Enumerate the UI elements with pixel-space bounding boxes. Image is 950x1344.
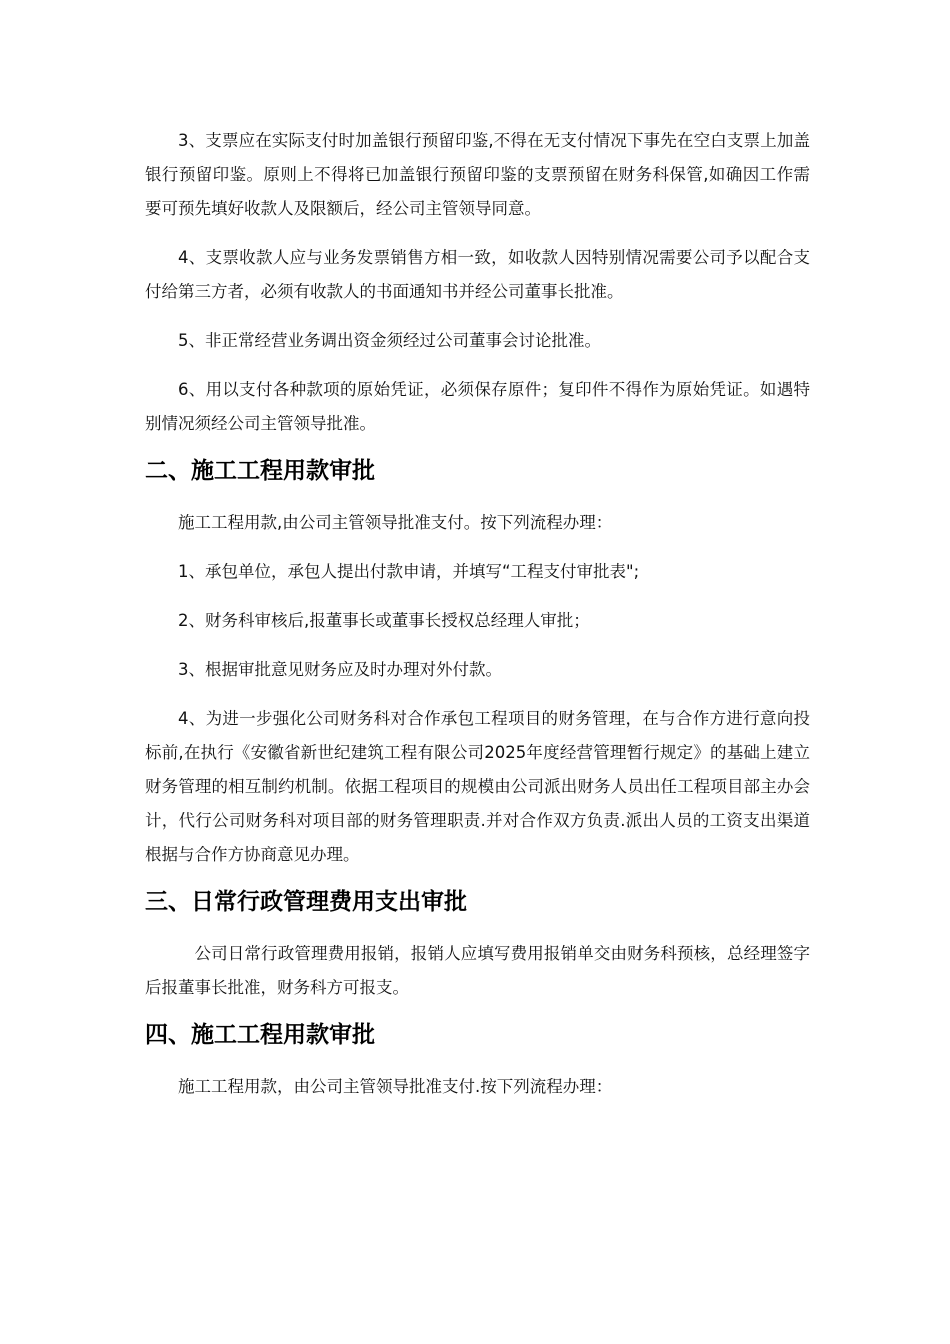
section-2-item-1: 1、承包单位，承包人提出付款申请，并填写“工程支付审批表"; (178, 562, 640, 581)
paragraph-abnormal-funds: 5、非正常经营业务调出资金须经过公司董事会讨论批准。 (178, 331, 601, 350)
section-2-item-2: 2、财务科审核后,报董事长或董事长授权总经理人审批； (178, 611, 590, 630)
paragraph-check-seal: 3、支票应在实际支付时加盖银行预留印鉴,不得在无支付情况下事先在空白支票上加盖银行预留印鉴。原则上不得将已加盖银行预留印鉴的支票预留在财务科保管,如确因工作需要可预先填好收款人及限额后，经公司主管领导同意。 (145, 131, 810, 218)
section-3-heading: 三、日常行政管理费用支出审批 (145, 889, 467, 915)
section-2-item-3: 3、根据审批意见财务应及时办理对外付款。 (178, 660, 502, 679)
section-2-item-4: 4、为进一步强化公司财务科对合作承包工程项目的财务管理，在与合作方进行意向投标前,在执行《安徽省新世纪建筑工程有限公司2025年度经营管理暂行规定》的基础上建立财务管理的相互制约机制。依据工程项目的规模由公司派出财务人员出任工程项目部主办会计，代行公司财务科对项目部的财务管理职责.并对合作双方负责.派出人员的工资支出渠道根据与合作方协商意见办理。 (145, 709, 810, 864)
document-page (145, 124, 810, 1104)
section-2-intro: 施工工程用款,由公司主管领导批准支付。按下列流程办理： (178, 513, 613, 532)
section-3-paragraph: 公司日常行政管理费用报销，报销人应填写费用报销单交由财务科预核，总经理签字后报董事长批准，财务科方可报支。 (145, 944, 810, 997)
section-4-heading: 四、施工工程用款审批 (145, 1022, 375, 1048)
section-4-intro: 施工工程用款，由公司主管领导批准支付.按下列流程办理： (178, 1077, 613, 1096)
paragraph-original-voucher: 6、用以支付各种款项的原始凭证，必须保存原件；复印件不得作为原始凭证。如遇特别情况须经公司主管领导批准。 (145, 380, 810, 433)
paragraph-payee-consistency: 4、支票收款人应与业务发票销售方相一致，如收款人因特别情况需要公司予以配合支付给第三方者，必须有收款人的书面通知书并经公司董事长批准。 (145, 248, 810, 301)
section-2-heading: 二、施工工程用款审批 (145, 458, 375, 484)
